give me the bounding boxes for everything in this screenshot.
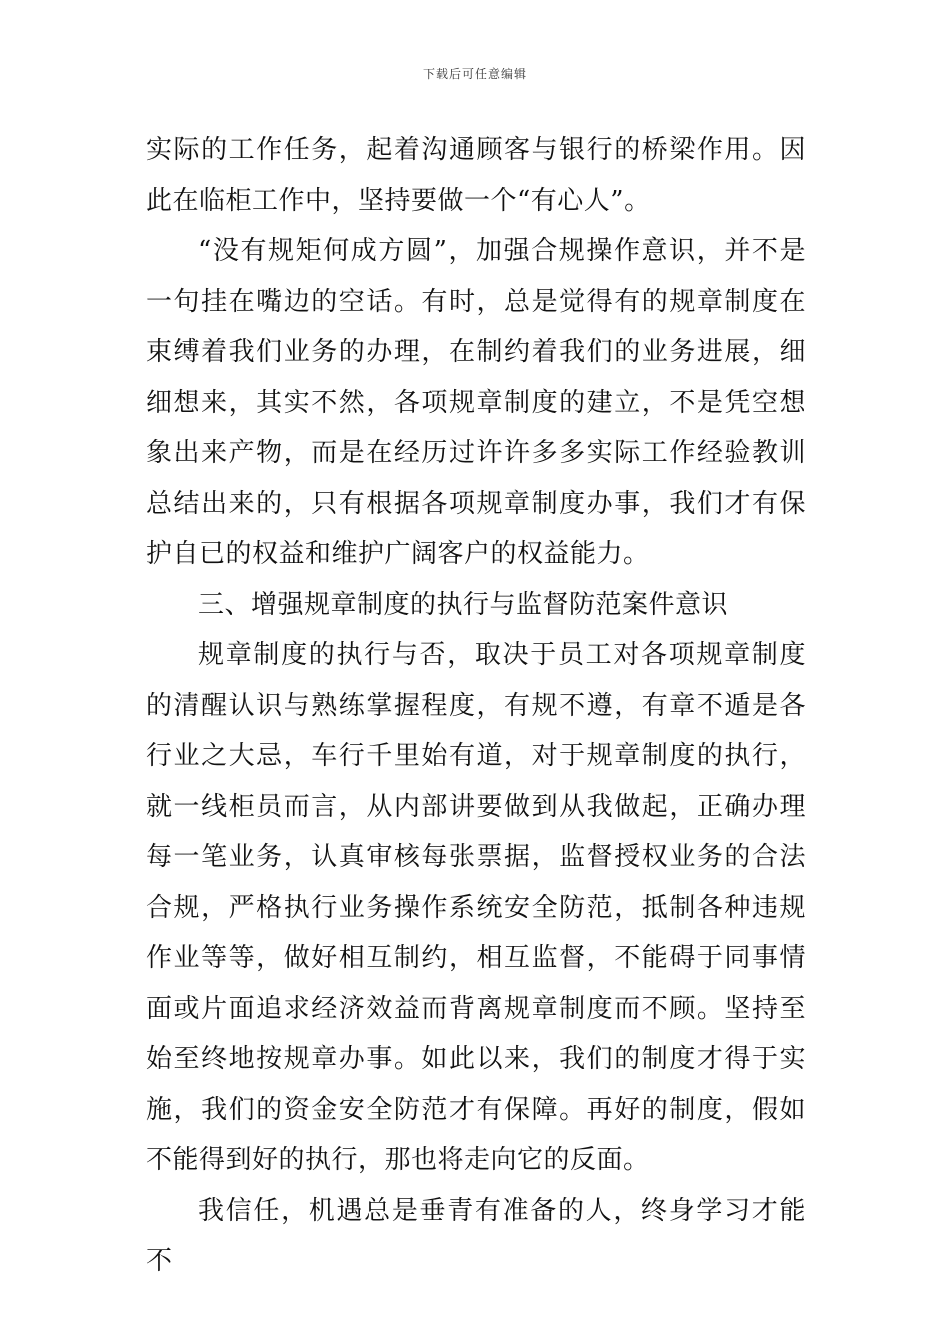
paragraph-1: 实际的工作任务，起着沟通顾客与银行的桥梁作用。因此在临柜工作中，坚持要做一个“有心人”。 <box>146 135 806 216</box>
paragraph-3: 规章制度的执行与否，取决于员工对各项规章制度的清醒认识与熟练掌握程度，有规不遵，有章不遁是各行业之大忌，车行千里始有道，对于规章制度的执行，就一线柜员而言，从内部讲要做到从我做起，正确办理每一笔业务，认真审核每张票据，监督授权业务的合法合规，严格执行业务操作系统安全防范，抵制各种违规作业等等，做好相互制约，相互监督，不能碍于同事情面或片面追求经济效益而背离规章制度而不顾。坚持至始至终地按规章办事。如此以来，我们的制度才得于实施，我们的资金安全防范才有保障。再好的制度，假如不能得到好的执行，那也将走向它的反面。 <box>146 640 806 1175</box>
paragraph-4: 我信任，机遇总是垂青有准备的人，终身学习才能不 <box>146 1195 806 1276</box>
paragraph-2: “没有规矩何成方圆”，加强合规操作意识，并不是一句挂在嘴边的空话。有时，总是觉得有的规章制度在束缚着我们业务的办理，在制约着我们的业务进展，细细想来，其实不然，各项规章制度的建立，不是凭空想象出来产物，而是在经历过许许多多实际工作经验教训总结出来的，只有根据各项规章制度办事，我们才有保护自已的权益和维护广阔客户的权益能力。 <box>146 236 806 569</box>
section-heading: 三、增强规章制度的执行与监督防范案件意识 <box>198 589 729 620</box>
body-text <box>146 125 806 1287</box>
page-header: 下载后可任意编辑 <box>422 67 527 81</box>
